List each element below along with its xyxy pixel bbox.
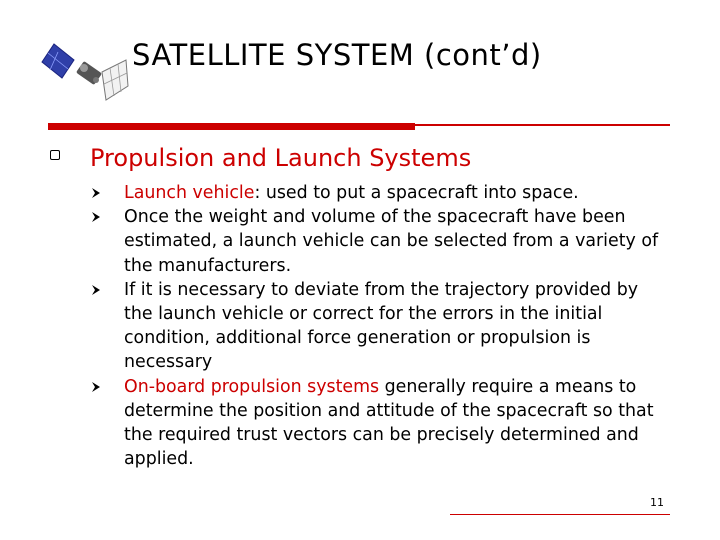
title-divider-accent [48, 123, 415, 130]
arrow-bullet-icon [90, 187, 102, 199]
list-item [90, 205, 670, 278]
bullet-list [90, 181, 670, 471]
bullet-text: : used to put a spacecraft into space. [254, 183, 579, 203]
page-title: SATELLITE SYSTEM (cont’d) [132, 38, 542, 72]
section-heading: Propulsion and Launch Systems [90, 144, 472, 172]
arrow-bullet-icon [90, 381, 102, 393]
bullet-text: Once the weight and volume of the spacecraft have been estimated, a launch vehicle can be selected from a variety of the manufacturers. [124, 207, 659, 276]
bullet-term: Launch vehicle [124, 183, 255, 203]
list-item [90, 278, 670, 375]
arrow-bullet-icon [90, 284, 102, 296]
list-item [90, 375, 670, 472]
bullet-text: If it is necessary to deviate from the trajectory provided by the launch vehicle or correct for the errors in the initial condition, additional force generation or propulsion is necessary [124, 279, 639, 373]
footer-divider [450, 514, 670, 515]
satellite-icon [40, 22, 130, 108]
arrow-bullet-icon [90, 211, 102, 223]
list-item [90, 181, 670, 205]
square-bullet-icon [50, 150, 60, 160]
bullet-text: generally require a means to determine the position and attitude of the spacecraft so that the required trust vectors can be precisely determined and applied. [124, 376, 654, 470]
page-number: 11 [650, 496, 664, 509]
bullet-term: On-board propulsion systems [124, 376, 380, 397]
